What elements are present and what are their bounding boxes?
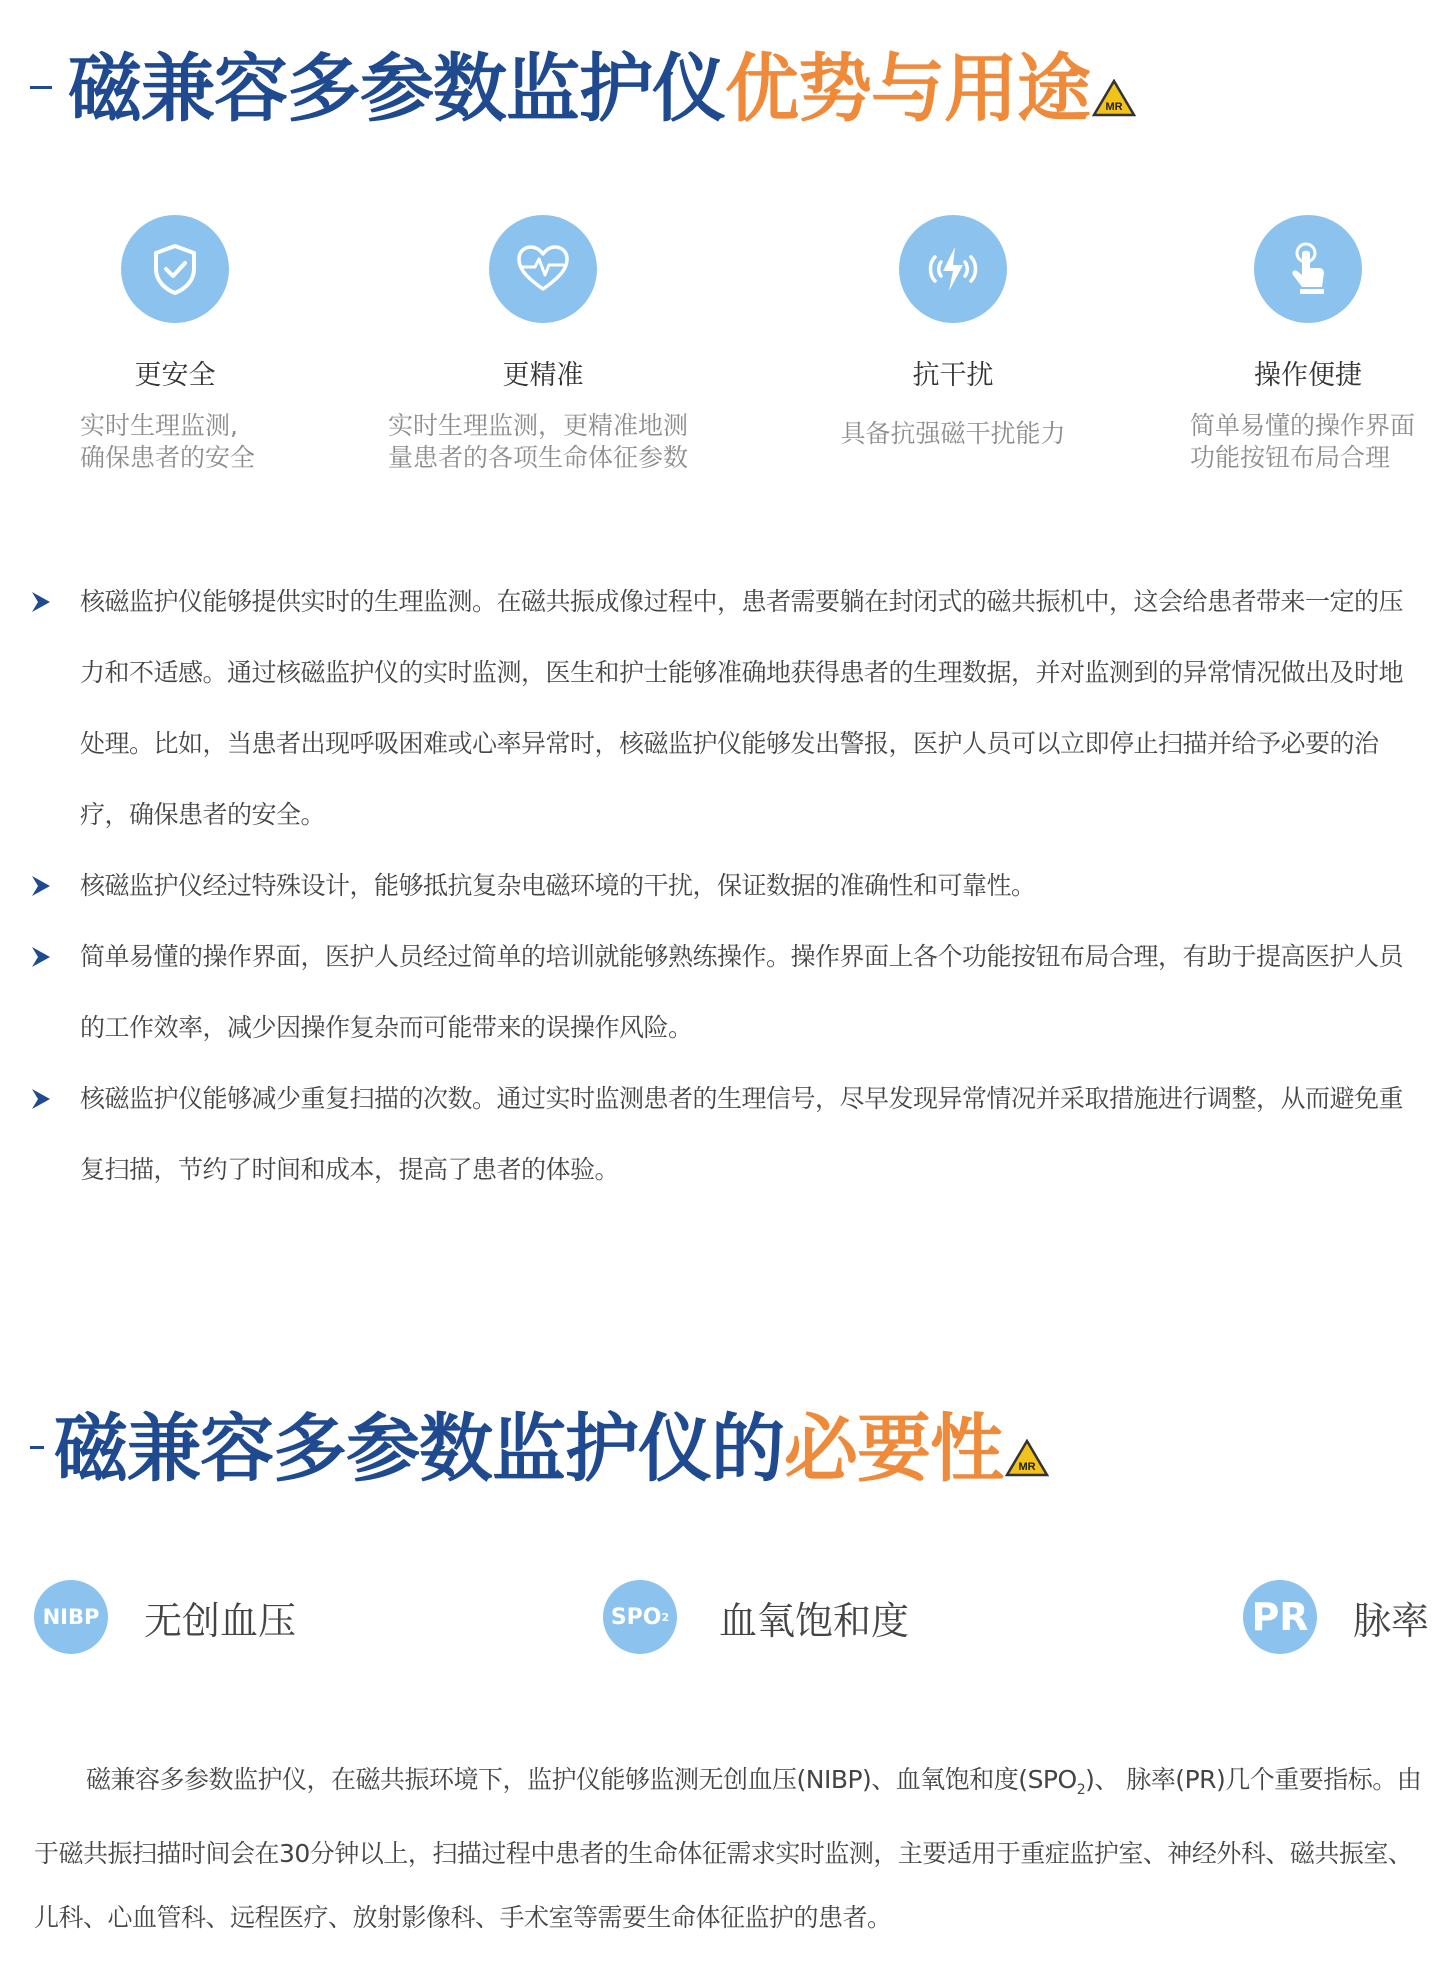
section2-title-blue: 磁兼容多参数监护仪的: [54, 1406, 784, 1492]
bullet-text: 核磁监护仪能够减少重复扫描的次数。通过实时监测患者的生理信号，尽早发现异常情况并采取措施进行调整，从而避免重复扫描，节约了时间和成本，提高了患者的体验。: [80, 1084, 1404, 1184]
feature-desc-line: 具备抗强磁干扰能力: [840, 419, 1066, 448]
section1-title-blue: 磁兼容多参数监护仪: [68, 46, 725, 132]
list-item: [30, 566, 1415, 850]
feature-desc: [773, 418, 1133, 450]
feature-icon-circle: [121, 215, 229, 323]
touch-tap-icon: [1280, 239, 1336, 299]
feature-desc: [0, 410, 355, 474]
feature-desc: [1128, 410, 1433, 474]
feature-name: 更安全: [134, 360, 216, 391]
feature-desc-line: 简单易懂的操作界面: [1190, 411, 1416, 440]
spo2-icon: [603, 1580, 677, 1654]
bullet-text: 核磁监护仪能够提供实时的生理监测。在磁共振成像过程中，患者需要躺在封闭式的磁共振机中，这会给患者带来一定的压力和不适感。通过核磁监护仪的实时监测，医生和护士能够准确地获得患者的生理数据，并对监测到的异常情况做出及时地处理。比如，当患者出现呼吸困难或心率异常时，核磁监护仪能够发出警报，医护人员可以立即停止扫描并给予必要的治疗，确保患者的安全。: [80, 587, 1404, 829]
advantage-bullet-list: [30, 566, 1415, 1205]
indicator-label: 血氧饱和度: [719, 1598, 910, 1643]
feature-precision: [363, 215, 723, 474]
section1-title-orange: 优势与用途: [725, 46, 1090, 132]
indicator-nibp: [34, 1580, 296, 1654]
feature-desc: [363, 410, 723, 474]
indicator-spo2: [603, 1580, 909, 1654]
pr-icon: [1243, 1580, 1317, 1654]
summary-paragraph: [34, 1748, 1424, 1950]
chevron-right-icon: [30, 590, 52, 614]
title-dash: [30, 1446, 44, 1449]
mr-badge-text: MR: [1018, 1461, 1036, 1473]
lightning-interference-icon: [921, 241, 985, 297]
indicator-abbr: PR: [1251, 1595, 1309, 1639]
chevron-right-icon: [30, 945, 52, 969]
indicator-pr: [1243, 1580, 1429, 1654]
chevron-right-icon: [30, 874, 52, 898]
feature-desc-line: 实时生理监测,: [80, 411, 238, 440]
mr-warning-icon: [1005, 1439, 1049, 1477]
indicator-label: 脉率: [1353, 1598, 1430, 1643]
feature-icon-circle: [899, 215, 1007, 323]
feature-list: [0, 215, 1433, 495]
feature-name: 更精准: [502, 360, 584, 391]
feature-desc-line: 量患者的各项生命体征参数: [388, 443, 689, 472]
nibp-icon: [34, 1580, 108, 1654]
feature-anti-interference: [773, 215, 1133, 450]
shield-check-icon: [147, 241, 203, 297]
mr-badge-text: MR: [1105, 101, 1123, 113]
chevron-right-icon: [30, 1087, 52, 1111]
summary-sub: 2: [1076, 1782, 1086, 1798]
mr-warning-icon: [1092, 79, 1136, 117]
summary-part1: 磁兼容多参数监护仪，在磁共振环境下，监护仪能够监测无创血压(NIBP)、血氧饱和度(SPO: [86, 1765, 1077, 1794]
feature-icon-circle: [1254, 215, 1362, 323]
feature-desc-line: 实时生理监测，更精准地测: [388, 411, 689, 440]
list-item: [30, 921, 1415, 1063]
list-item: [30, 850, 1415, 921]
heartbeat-icon: [513, 241, 573, 297]
indicator-abbr: NIBP: [42, 1605, 100, 1629]
feature-name: 操作便捷: [1254, 360, 1362, 391]
feature-icon-circle: [489, 215, 597, 323]
feature-safety: [0, 215, 355, 474]
indicator-abbr-sub: 2: [661, 1610, 670, 1624]
summary-part2: )、 脉率(PR)几个重要指标。由于磁共振扫描时间会在30分钟以上，扫描过程中患者的生命体征需求实时监测，主要适用于重症监护室、神经外科、磁共振室、儿科、心血管科、远程医疗、放射影像科、手术室等需要生命体征监护的患者。: [34, 1765, 1422, 1932]
list-item: [30, 1063, 1415, 1205]
title-dash: [30, 86, 52, 89]
section2-title: [30, 1390, 1049, 1496]
bullet-text: 核磁监护仪经过特殊设计，能够抵抗复杂电磁环境的干扰，保证数据的准确性和可靠性。: [80, 871, 1036, 900]
feature-name: 抗干扰: [912, 360, 994, 391]
feature-desc-line: 确保患者的安全: [80, 443, 256, 472]
indicator-label: 无创血压: [144, 1598, 297, 1643]
section1-title: [30, 30, 1136, 136]
section2-title-orange: 必要性: [784, 1406, 1003, 1492]
bullet-text: 简单易懂的操作界面，医护人员经过简单的培训就能够熟练操作。操作界面上各个功能按钮布局合理，有助于提高医护人员的工作效率，减少因操作复杂而可能带来的误操作风险。: [80, 942, 1404, 1042]
feature-desc-line: 功能按钮布局合理: [1190, 443, 1391, 472]
indicator-abbr: SPO: [610, 1604, 662, 1630]
indicator-list: [0, 1580, 1433, 1660]
feature-ease-of-use: [1128, 215, 1433, 474]
